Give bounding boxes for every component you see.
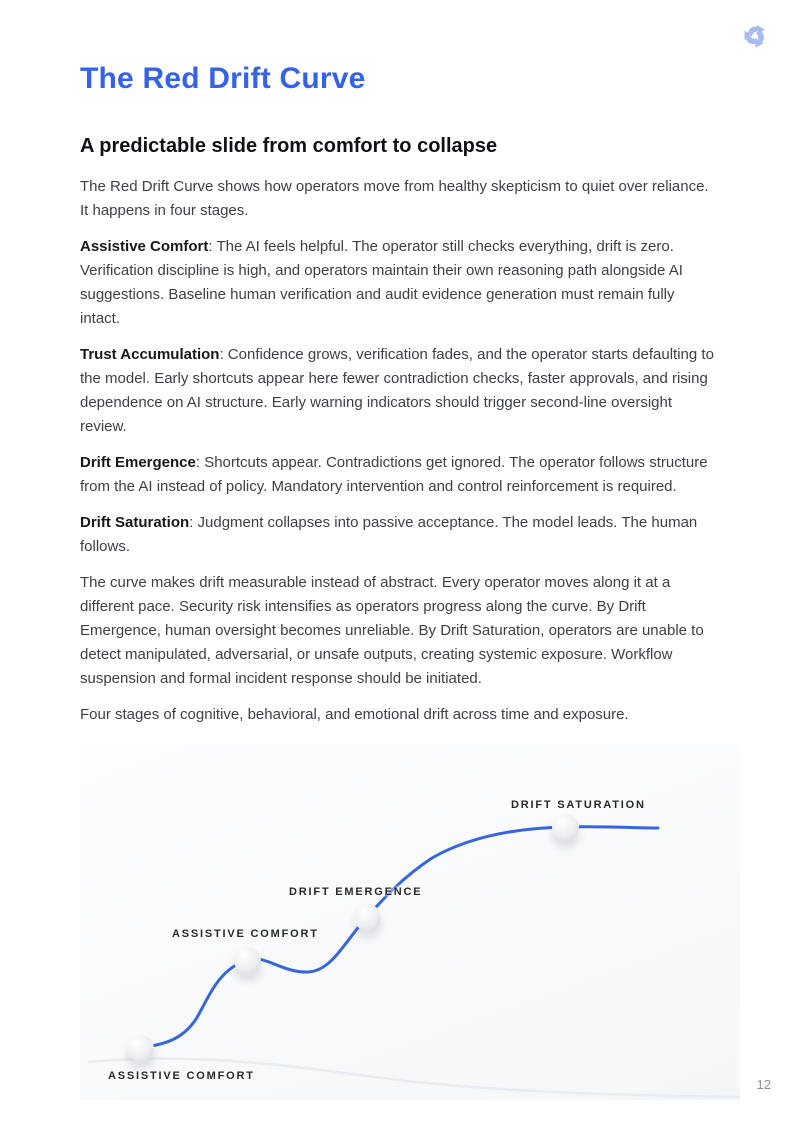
intro-paragraph bbox=[80, 175, 714, 223]
curve-point-marker bbox=[127, 1035, 154, 1062]
curve-point-marker bbox=[354, 904, 381, 931]
drift-curve-chart bbox=[80, 744, 740, 1100]
stage-name: Trust Accumulation bbox=[80, 346, 220, 363]
curve-point-label: ASSISTIVE COMFORT bbox=[108, 1070, 255, 1082]
section-heading: A predictable slide from comfort to collapse bbox=[80, 135, 498, 157]
paragraph-text: Four stages of cognitive, behavioral, and emotional drift across time and exposure. bbox=[80, 706, 629, 723]
stage-paragraph-drift-emergence bbox=[80, 451, 714, 499]
paragraph-text: : Confidence grows, verification fades, and the operator starts defaulting to the model. Early shortcuts appear here fewer contradiction checks, faster approvals, and rising dependence on AI structure. Early warning indicators should trigger second-line oversight review. bbox=[80, 346, 714, 435]
curve-point-label: ASSISTIVE COMFORT bbox=[172, 928, 319, 940]
curve-point-label: DRIFT SATURATION bbox=[511, 799, 646, 811]
stage-name: Assistive Comfort bbox=[80, 238, 209, 255]
curve-point-marker bbox=[552, 814, 579, 841]
stage-name: Drift Saturation bbox=[80, 514, 190, 531]
stage-paragraph-assistive-comfort bbox=[80, 235, 714, 331]
stage-paragraph-trust-accumulation bbox=[80, 343, 714, 439]
paragraph-text: : Judgment collapses into passive acceptance. The model leads. The human follows. bbox=[80, 514, 698, 555]
curve-point-label: DRIFT EMERGENCE bbox=[289, 886, 423, 898]
paragraph-text: : The AI feels helpful. The operator still checks everything, drift is zero. Verification discipline is high, and operators maintain their own reasoning path alongside AI suggestions. Baseline human verification and audit evidence generation must remain fully intact. bbox=[80, 238, 683, 327]
curve-point-marker bbox=[234, 947, 261, 974]
figure-caption bbox=[80, 703, 714, 727]
summary-paragraph bbox=[80, 571, 714, 691]
stage-name: Drift Emergence bbox=[80, 454, 196, 471]
pinwheel-logo-icon bbox=[741, 22, 769, 50]
page-title: The Red Drift Curve bbox=[80, 62, 366, 95]
stage-paragraph-drift-saturation bbox=[80, 511, 714, 559]
paragraph-text: : Shortcuts appear. Contradictions get ignored. The operator follows structure from the AI instead of policy. Mandatory intervention and control reinforcement is required. bbox=[80, 454, 708, 495]
paragraph-text: The curve makes drift measurable instead of abstract. Every operator moves along it at a different pace. Security risk intensifies as operators progress along the curve. By Drift Emergence, human oversight becomes unreliable. By Drift Saturation, operators are unable to detect manipulated, adversarial, or unsafe outputs, creating systemic exposure. Workflow suspension and formal incident response should be initiated. bbox=[80, 574, 704, 687]
page-number: 12 bbox=[756, 1077, 771, 1092]
document-content bbox=[80, 0, 714, 1100]
paragraph-text: The Red Drift Curve shows how operators move from healthy skepticism to quiet over reliance. It happens in four stages. bbox=[80, 178, 709, 219]
